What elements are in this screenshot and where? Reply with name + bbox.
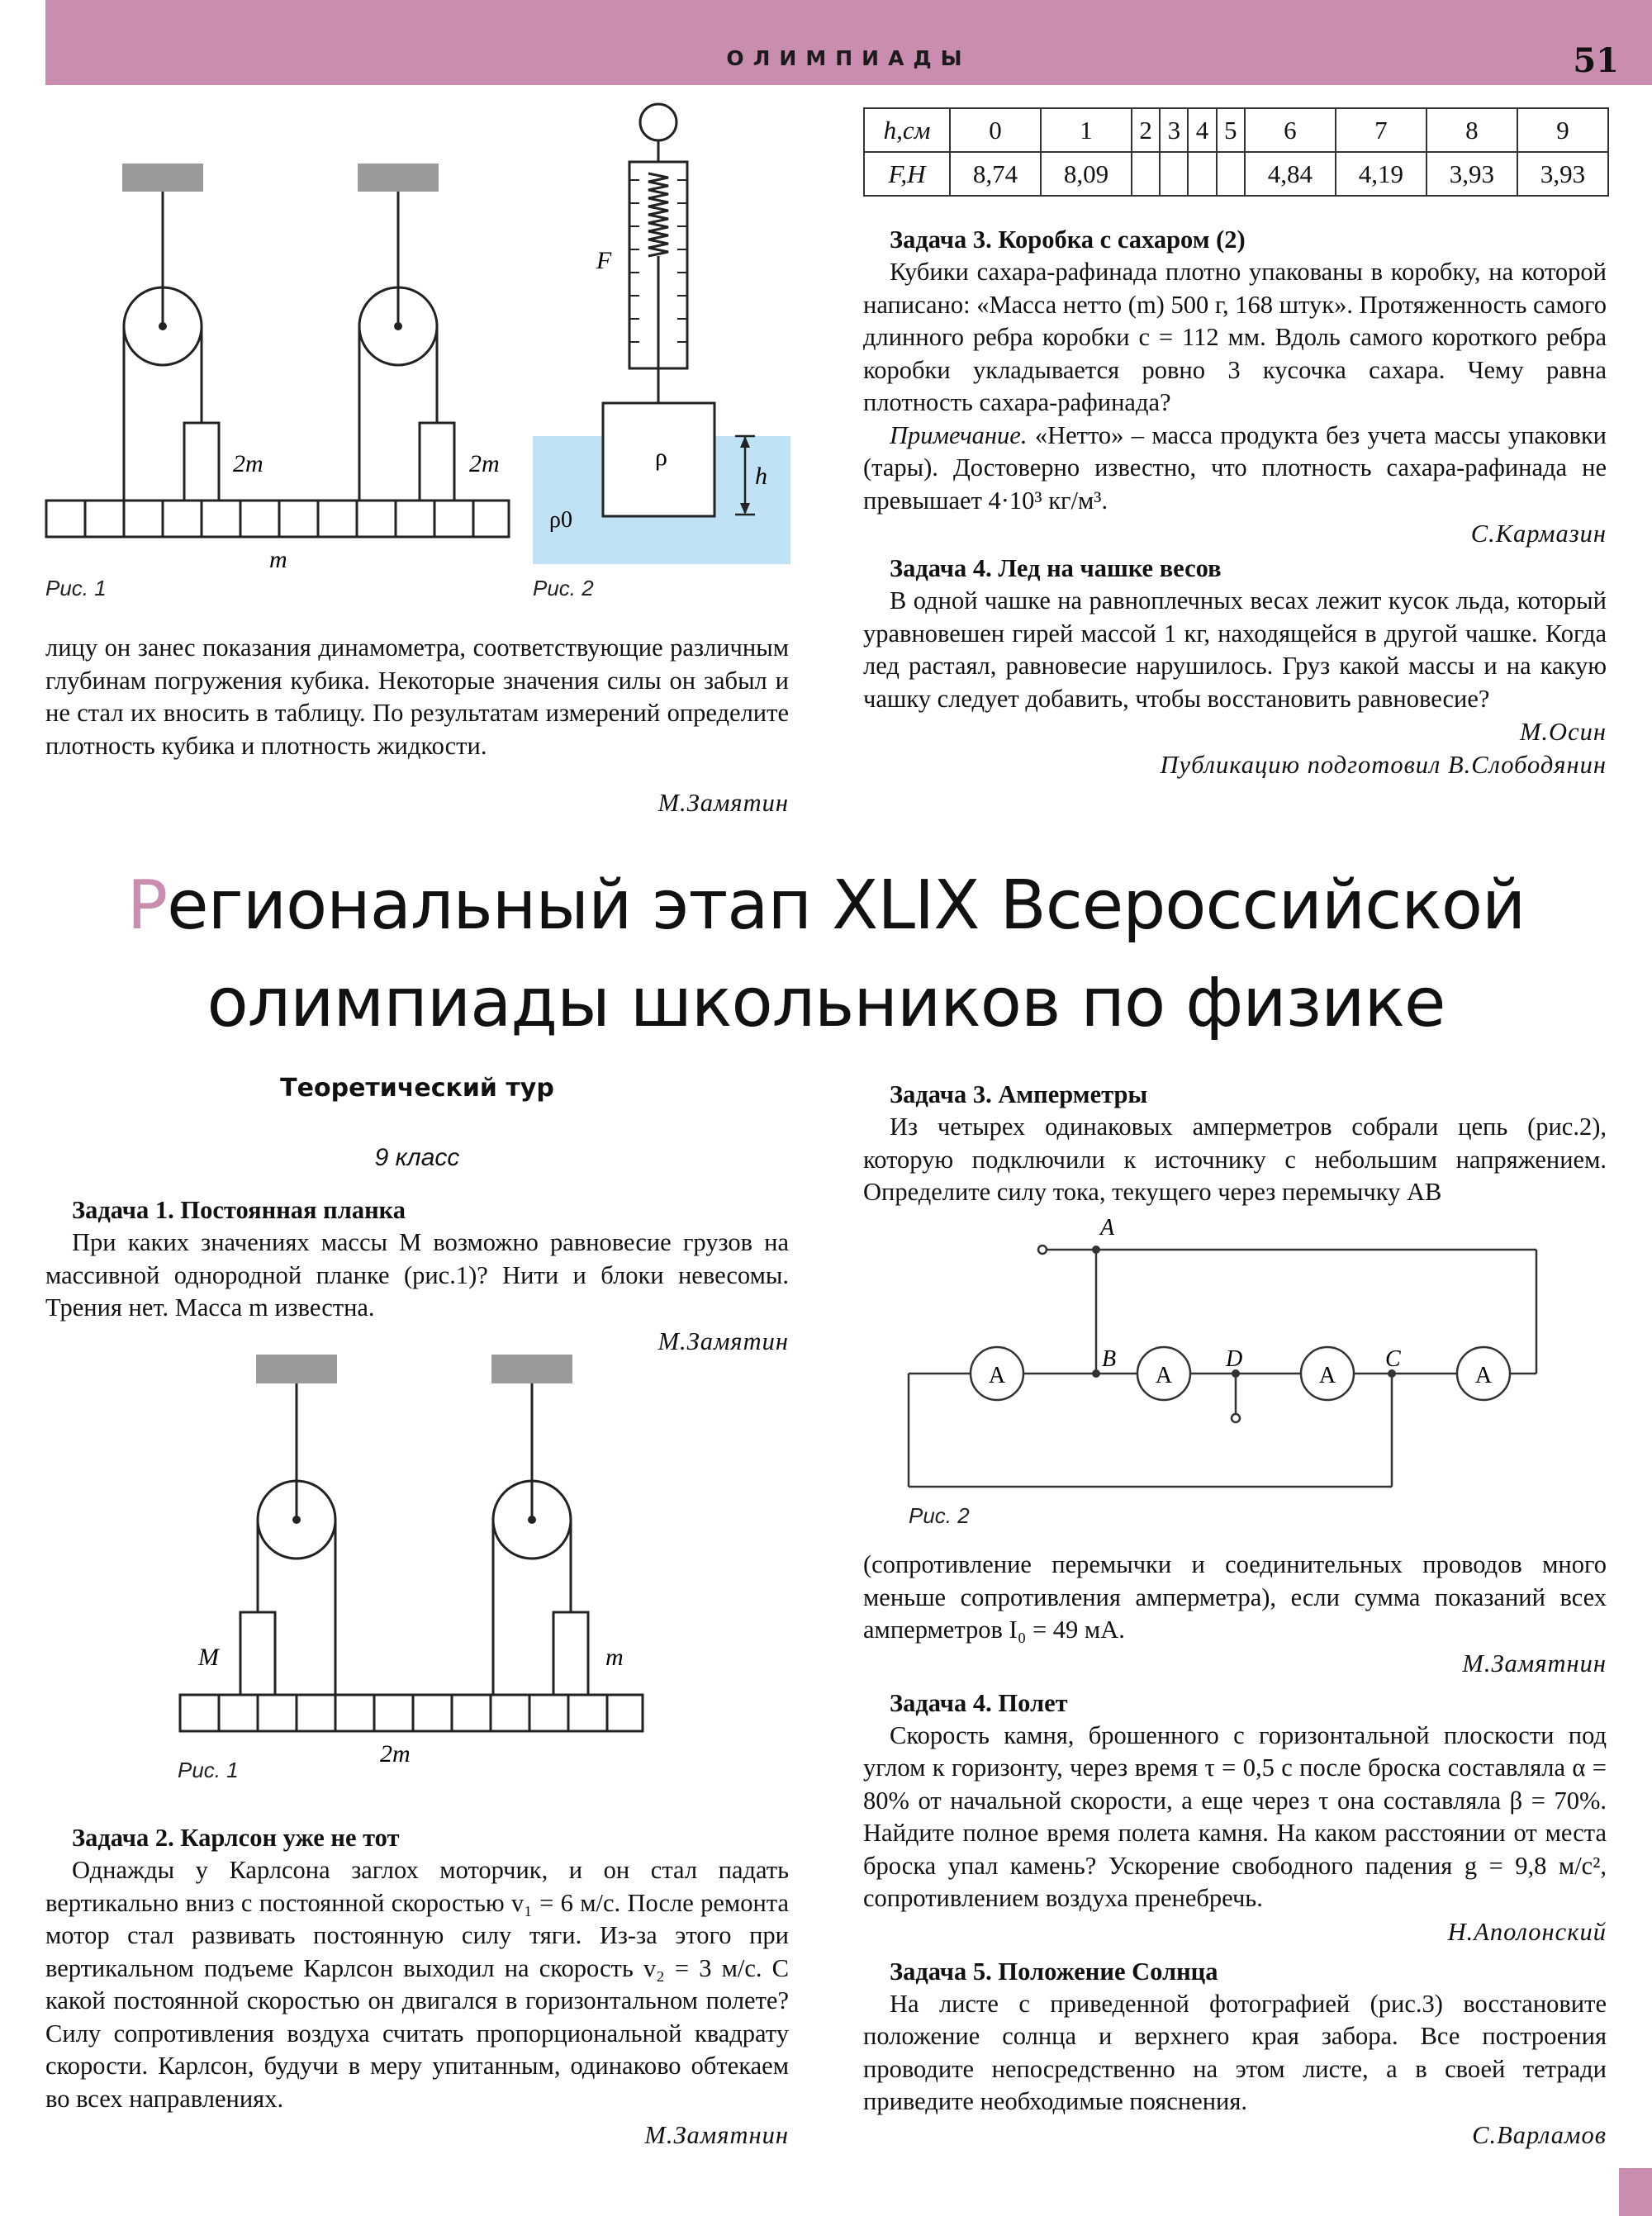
- prev-task3-title: Задача 3. Коробка с сахаром (2): [890, 225, 1246, 254]
- table-row: [864, 108, 1608, 152]
- title-line2: олимпиады школьников по физике: [206, 964, 1446, 1042]
- task2-block: [45, 1821, 789, 2152]
- table-cell: 0: [950, 108, 1041, 152]
- task3-text2: (сопротивление перемычки и соединительных проводов много меньше сопротивления амперметра), если сумма показаний всех амперметров I₀ = 49 мА.: [863, 1550, 1607, 1644]
- terminal-top: [1038, 1246, 1047, 1254]
- block-m: [553, 1612, 588, 1695]
- table-cell: 3,93: [1427, 152, 1517, 196]
- top-fig2-caption: Рис. 2: [533, 576, 594, 600]
- prev-task3-note: [863, 420, 1607, 518]
- task3-continuation: [863, 1549, 1607, 2152]
- task4-title: Задача 4. Полет: [890, 1688, 1068, 1717]
- ammeter-1-label: A: [988, 1363, 1006, 1388]
- note-text: «Нетто» – масса продукта без учета массы упаковки (тары). Достоверно известно, что плотность сахара-рафинада не превышает 4·10³ кг/м³.: [863, 420, 1607, 515]
- article-title: [0, 857, 1652, 1052]
- block-M: [240, 1612, 275, 1695]
- plank: [46, 501, 509, 537]
- task2-author: М.Замятнин: [644, 2121, 789, 2149]
- task1-title: Задача 1. Постоянная планка: [72, 1196, 406, 1224]
- block-right: [420, 423, 454, 501]
- node-A: A: [1100, 1215, 1115, 1241]
- table-row-label: h,см: [864, 108, 950, 152]
- ceiling-left: [122, 164, 203, 192]
- prev-continuation: лицу он занес показания динамометра, соответствующие различным глубинам погружения кубика. Некоторые значения силы он забыл и не стал их вносить в таблицу. По результатам измерений определите плотность кубика и плотность жидкости.: [45, 633, 789, 760]
- fig1-caption: Рис. 1: [178, 1758, 239, 1782]
- label-right-mass: 2m: [469, 450, 500, 477]
- prev-task3-text: Кубики сахара-рафинада плотно упакованы в коробку, на которой написано: «Масса нетто (m) 500 г, 168 штук». Протяженность самого длинного ребра коробки c = 112 мм. Вдоль самого короткого ребра коробки укладывается ровно 3 кусочка сахара. Чему равна плотность сахара-рафинада?: [863, 258, 1607, 416]
- grade: 9 класс: [374, 1144, 460, 1171]
- ceiling-right: [358, 164, 439, 192]
- task3-text: Из четырех одинаковых амперметров собрали цепь (рис.2), которую подключили к источнику с небольшим напряжением. Определите силу тока, текущего через перемычку AB: [863, 1113, 1607, 1206]
- task3-block: [863, 1078, 1607, 1209]
- task1-author: М.Замятин: [657, 1326, 789, 1355]
- table-cell: 5: [1217, 108, 1245, 152]
- label-depth: h: [755, 463, 767, 490]
- dynamometer-ring: [640, 104, 676, 140]
- note-label: Примечание.: [890, 420, 1028, 449]
- section-title: ОЛИМПИАДЫ: [726, 46, 971, 70]
- table-cell: [1217, 152, 1245, 196]
- table-cell: 1: [1041, 108, 1132, 152]
- header-band: [45, 0, 1652, 85]
- task3-title: Задача 3. Амперметры: [890, 1080, 1148, 1108]
- label-M: M: [198, 1644, 219, 1671]
- prev-task4-text: В одной чашке на равноплечных весах лежит кусок льда, который уравновешен гирей массой 1 кг, находящейся в другой чашке. Когда лед растаял, равновесие нарушилось. Груз какой массы и на какую чашку следует добавить, чтобы восстановить равновесие?: [863, 586, 1607, 713]
- block-left: [184, 423, 219, 501]
- ammeter-3-label: A: [1318, 1363, 1336, 1388]
- top-fig1-caption: Рис. 1: [45, 576, 107, 600]
- label-m: m: [605, 1644, 624, 1671]
- prev-task4-title: Задача 4. Лед на чашке весов: [890, 554, 1222, 582]
- table-row-label: F,Н: [864, 152, 950, 196]
- ceiling-left: [256, 1355, 337, 1383]
- task5-text: На листе с приведенной фотографией (рис.3) восстановите положение солнца и верхнего края забора. Все построения проводите непосредственно на этом листе, а в своей тетради приведите необходимые пояснения.: [863, 1989, 1607, 2115]
- task2-text: Однажды у Карлсона заглох моторчик, и он стал падать вертикально вниз с постоянной скоростью v₁ = 6 м/с. После ремонта мотор стал развивать постоянную силу тяги. Из-за этого при вертикальном подъеме Карлсон выходил на скорость v₂ = 3 м/с. С какой постоянной скоростью он двигался в горизонтальном полете? Силу сопротивления воздуха считать пропорциональной квадрату скорости. Карлсон, будучи в меру упитанным, одинаково обтекаем во всех направлениях.: [45, 1856, 789, 2113]
- page-number: 51: [1573, 41, 1619, 80]
- title-line1: егиональный этап XLIX Всероссийской: [167, 866, 1526, 945]
- ceiling-right: [491, 1355, 572, 1383]
- table-cell: 6: [1245, 108, 1336, 152]
- publication-credit: Публикацию подготовил В.Слободянин: [1160, 751, 1607, 779]
- fig2-caption: Рис. 2: [909, 1503, 970, 1528]
- table-cell: 8: [1427, 108, 1517, 152]
- table-cell: [1160, 152, 1188, 196]
- tour-name: Теоретический тур: [280, 1074, 554, 1103]
- plank: [180, 1695, 643, 1731]
- task5-title: Задача 5. Положение Солнца: [890, 1957, 1218, 1986]
- prev-task3-author: С.Кармазин: [1470, 520, 1607, 548]
- task4-author: Н.Аполонский: [1447, 1917, 1607, 1946]
- prev-tasks: [863, 223, 1607, 781]
- top-figure-1: [41, 157, 520, 603]
- title-first-letter: Р: [126, 866, 168, 945]
- node-D: D: [1226, 1346, 1243, 1372]
- table-cell: 9: [1517, 108, 1608, 152]
- table-cell: 7: [1336, 108, 1427, 152]
- task3-author: М.Замятнин: [1462, 1649, 1607, 1677]
- task2-title: Задача 2. Карлсон уже не тот: [72, 1824, 400, 1852]
- table-cell: 8,09: [1041, 152, 1132, 196]
- prev-task4-author: М.Осин: [1520, 718, 1607, 746]
- table-cell: 2: [1132, 108, 1160, 152]
- node-B: B: [1102, 1346, 1117, 1372]
- table-cell: 3,93: [1517, 152, 1608, 196]
- label-fluid-density: ρ0: [549, 507, 572, 533]
- terminal-d: [1232, 1414, 1240, 1422]
- task1-block: [45, 1193, 789, 1358]
- ammeter-4-label: A: [1474, 1363, 1493, 1388]
- table-cell: [1132, 152, 1160, 196]
- label-density: ρ: [655, 444, 667, 471]
- task4-text: Скорость камня, брошенного с горизонтальной плоскости под углом к горизонту, через время τ = 0,5 с после броска составляла α = 80% от начальной скорости, а еще через τ она составляла β = 70%. Найдите полное время полета камня. На каком расстоянии от места броска упал камень? Ускорение свободного падения g = 9,8 м/с², сопротивлением воздуха пренебречь.: [863, 1720, 1607, 1912]
- node-C: C: [1385, 1346, 1401, 1372]
- label-2m: 2m: [380, 1740, 411, 1768]
- circuit-figure: [892, 1210, 1594, 1540]
- label-plank-mass: m: [269, 546, 287, 573]
- table-cell: [1188, 152, 1216, 196]
- measurement-table: [863, 107, 1609, 197]
- figure-1: [165, 1346, 661, 1768]
- table-row: [864, 152, 1608, 196]
- task1-text: При каких значениях массы M возможно равновесие грузов на массивной однородной планке (рис.1)? Нити и блоки невесомы. Трения нет. Масса m известна.: [45, 1228, 789, 1322]
- label-left-mass: 2m: [233, 450, 263, 477]
- top-figure-2: [529, 97, 801, 568]
- task5-author: С.Варламов: [1472, 2120, 1607, 2149]
- corner-tab: [1619, 2168, 1652, 2216]
- label-force: F: [596, 247, 612, 274]
- prev-continuation-author: М.Замятин: [657, 789, 789, 817]
- table-cell: 4,84: [1245, 152, 1336, 196]
- table-cell: 3: [1160, 108, 1188, 152]
- table-cell: 4: [1188, 108, 1216, 152]
- table-cell: 4,19: [1336, 152, 1427, 196]
- ammeter-2-label: A: [1155, 1363, 1173, 1388]
- table-cell: 8,74: [950, 152, 1041, 196]
